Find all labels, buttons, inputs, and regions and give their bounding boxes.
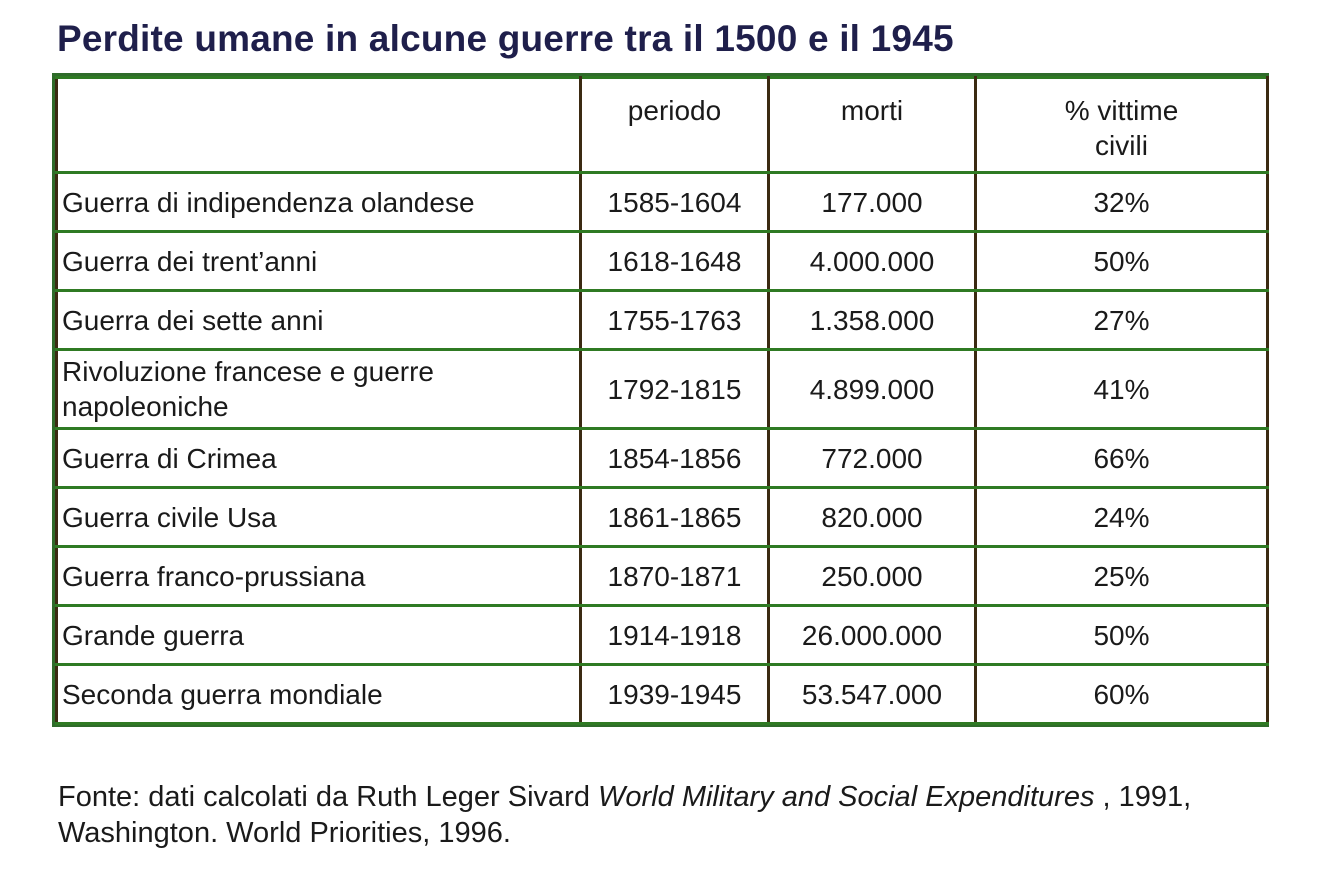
source-work-title: World Military and Social Expenditures: [598, 781, 1095, 813]
cell-deaths: 4.899.000: [769, 350, 976, 429]
cell-deaths: 820.000: [769, 488, 976, 547]
cell-period: 1870-1871: [581, 547, 769, 606]
cell-period: 1755-1763: [581, 291, 769, 350]
table-row: [57, 291, 1268, 350]
cell-deaths: 4.000.000: [769, 232, 976, 291]
cell-period: 1618-1648: [581, 232, 769, 291]
header-cell-deaths: morti: [769, 78, 976, 173]
data-table-frame: [52, 73, 1269, 727]
header-cell-war: [57, 78, 581, 173]
header-cell-civilian-pct: [976, 78, 1268, 173]
cell-period: 1914-1918: [581, 606, 769, 665]
cell-deaths: 1.358.000: [769, 291, 976, 350]
header-cell-period: periodo: [581, 78, 769, 173]
table-row: [57, 429, 1268, 488]
table-row: [57, 232, 1268, 291]
cell-war-name: Guerra dei sette anni: [57, 291, 581, 350]
cell-war-name: Guerra civile Usa: [57, 488, 581, 547]
cell-war-name: Guerra di indipendenza olandese: [57, 173, 581, 232]
cell-civilian-pct: 50%: [976, 606, 1268, 665]
cell-war-name: Guerra dei trent’anni: [57, 232, 581, 291]
table-row: [57, 547, 1268, 606]
cell-civilian-pct: 60%: [976, 665, 1268, 724]
cell-civilian-pct: 41%: [976, 350, 1268, 429]
cell-civilian-pct: 32%: [976, 173, 1268, 232]
cell-civilian-pct: 50%: [976, 232, 1268, 291]
cell-war-name: Guerra di Crimea: [57, 429, 581, 488]
chart-title: Perdite umane in alcune guerre tra il 1500 e il 1945: [57, 18, 954, 59]
table-row: [57, 606, 1268, 665]
header-civilian-label: % vittime civili: [1064, 95, 1179, 161]
cell-civilian-pct: 27%: [976, 291, 1268, 350]
table-row: [57, 173, 1268, 232]
cell-period: 1939-1945: [581, 665, 769, 724]
data-table: [55, 76, 1269, 725]
cell-deaths: 250.000: [769, 547, 976, 606]
source-suffix: , 1991, Washington. World Priorities, 1996.: [58, 781, 1192, 850]
table-row: [57, 665, 1268, 724]
table-row: [57, 350, 1268, 429]
cell-war-name: Grande guerra: [57, 606, 581, 665]
cell-deaths: 177.000: [769, 173, 976, 232]
cell-war-name: Seconda guerra mondiale: [57, 665, 581, 724]
cell-deaths: 26.000.000: [769, 606, 976, 665]
source-prefix: Fonte: dati calcolati da Ruth Leger Sivard: [58, 781, 599, 813]
cell-period: 1861-1865: [581, 488, 769, 547]
cell-civilian-pct: 66%: [976, 429, 1268, 488]
table-row: [57, 488, 1268, 547]
cell-period: 1585-1604: [581, 173, 769, 232]
cell-civilian-pct: 25%: [976, 547, 1268, 606]
cell-period: 1854-1856: [581, 429, 769, 488]
cell-deaths: 53.547.000: [769, 665, 976, 724]
source-note: [58, 779, 1298, 852]
cell-war-name: Guerra franco-prussiana: [57, 547, 581, 606]
cell-period: 1792-1815: [581, 350, 769, 429]
cell-civilian-pct: 24%: [976, 488, 1268, 547]
header-row: [57, 78, 1268, 173]
cell-deaths: 772.000: [769, 429, 976, 488]
cell-war-name: Rivoluzione francese e guerre napoleoniche: [57, 350, 581, 429]
